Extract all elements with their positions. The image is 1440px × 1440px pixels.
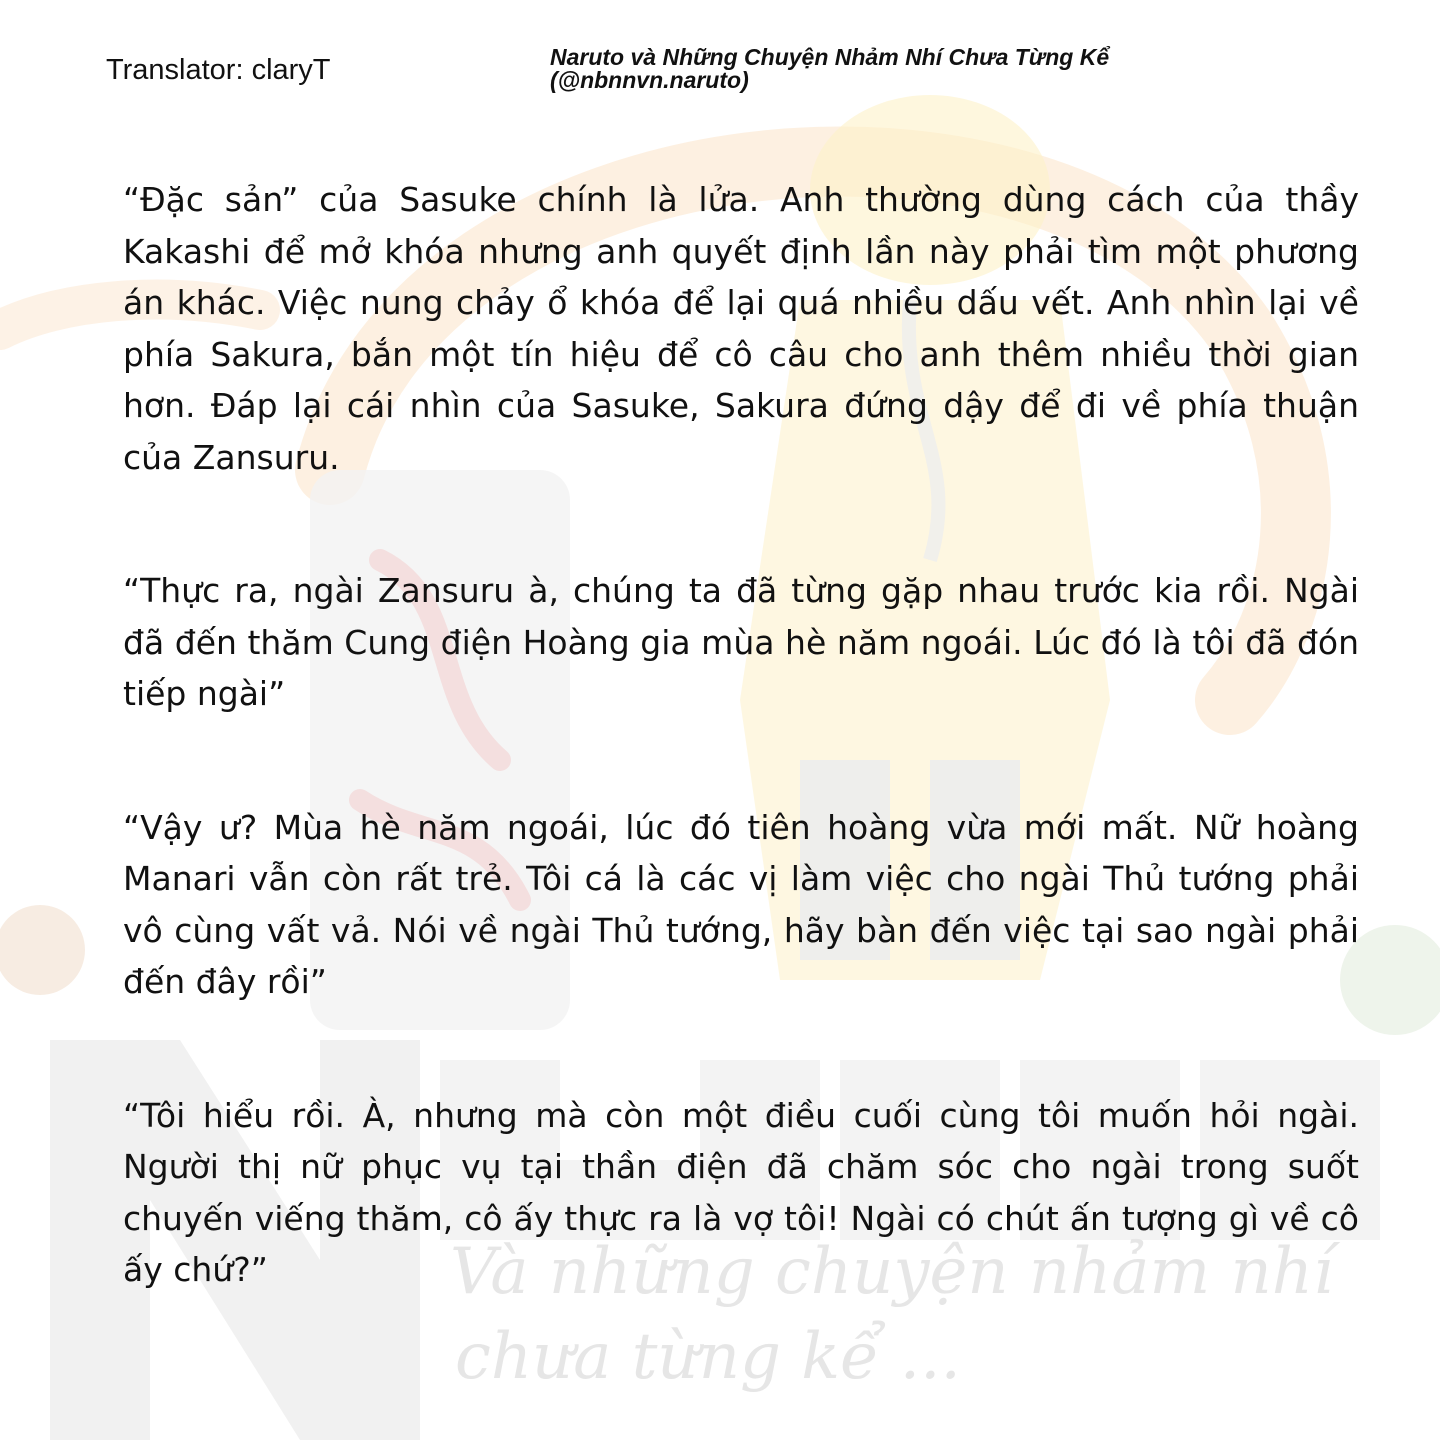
- paragraph: “Thực ra, ngài Zansuru à, chúng ta đã từng gặp nhau trước kia rồi. Ngài đã đến thăm Cung điện Hoàng gia mùa hè năm ngoái. Lúc đó là tôi đã đón tiếp ngài”: [123, 571, 1359, 713]
- translator-credit: Translator: claryT: [106, 54, 331, 86]
- watermark-line-1: Và những chuyện nhảm nhí: [450, 1235, 1334, 1309]
- story-text: [123, 174, 1359, 1296]
- side-character-left: [0, 905, 85, 995]
- series-title: Naruto và Những Chuyện Nhảm Nhí Chưa Từng Kể: [550, 44, 1110, 70]
- paragraph: “Vậy ư? Mùa hè năm ngoái, lúc đó tiên hoàng vừa mới mất. Nữ hoàng Manari vẫn còn rất trẻ. Tôi cá là các vị làm việc cho ngài Thủ tướng phải vô cùng vất vả. Nói về ngài Thủ tướng, hãy bàn đến việc tại sao ngài phải đến đây rồi”: [123, 807, 1359, 1001]
- series-handle: (@nbnnvn.naruto): [550, 67, 749, 93]
- series-title-block: [550, 46, 1250, 92]
- paragraph: “Đặc sản” của Sasuke chính là lửa. Anh thường dùng cách của thầy Kakashi để mở khóa nhưng anh quyết định lần này phải tìm một phương án khác. Việc nung chảy ổ khóa để lại quá nhiều dấu vết. Anh nhìn lại về phía Sakura, bắn một tín hiệu để cô câu cho anh thêm nhiều thời gian hơn. Đáp lại cái nhìn của Sasuke, Sakura đứng dậy để đi về phía thuận của Zansuru.: [123, 180, 1359, 477]
- watermark-line-2: chưa từng kể ...: [455, 1320, 961, 1394]
- paragraph: “Tôi hiểu rồi. À, nhưng mà còn một điều cuối cùng tôi muốn hỏi ngài. Người thị nữ phục vụ tại thần điện đã chăm sóc cho ngài trong suốt chuyến viếng thăm, cô ấy thực ra là vợ tôi! Ngài có chút ấn tượng gì về cô ấy chứ?”: [123, 1095, 1359, 1289]
